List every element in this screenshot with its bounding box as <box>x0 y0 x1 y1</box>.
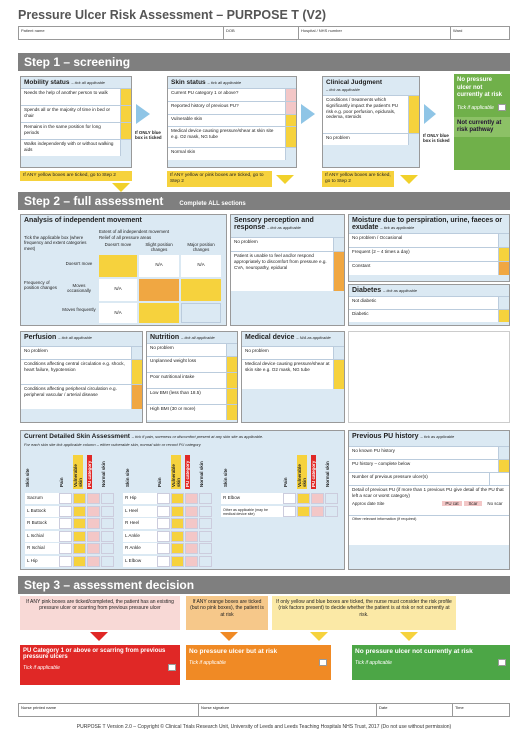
other-info[interactable]: Other relevant information (if required) <box>352 517 417 521</box>
movement-col: Major position changes <box>187 242 215 253</box>
checkbox[interactable] <box>131 360 142 384</box>
nhs-number-field[interactable]: Hospital / NHS number <box>299 27 451 39</box>
col-head: Vulnerable skin <box>297 455 307 489</box>
movement-cell[interactable] <box>99 255 137 277</box>
skin-site-checkbox[interactable] <box>185 493 198 504</box>
moisture-note: – tick as applicable <box>380 225 415 230</box>
skin-site-label: Sacrum <box>25 493 59 504</box>
step2-label: Step 2 – full assessment <box>24 194 164 208</box>
diabetes-box <box>348 284 510 326</box>
diabetes-title: Diabetes <box>352 287 382 294</box>
clinical-note: – tick as applicable <box>326 87 360 92</box>
skin-site-checkbox[interactable] <box>73 531 86 542</box>
pu-cat-label[interactable]: PU cat <box>442 501 462 506</box>
skin-site-checkbox[interactable] <box>311 506 324 517</box>
skin-site-label: L Heel <box>123 506 157 517</box>
only-blue-note: If ONLY blue box is ticked <box>135 130 162 141</box>
mobility-item: Remains in the same position for long periods <box>24 124 101 135</box>
skin-assessment-box <box>20 430 345 570</box>
orange-decision-text: If ANY orange boxes are ticked (but no pink boxes), the patient is at risk <box>186 596 268 630</box>
skin-site-checkbox[interactable] <box>101 531 114 542</box>
movement-cell-na: N/A <box>99 279 137 301</box>
skin-status-box <box>167 76 297 168</box>
scar-label[interactable]: Scar <box>464 501 482 506</box>
sensory-box <box>230 214 345 326</box>
sensory-item: Patient is unable to feel and/or respond appropriately to discomfort from pressure e.g. CVA, neuropathy, epidural <box>234 253 327 270</box>
previous-title: Previous PU history <box>352 433 419 440</box>
arrow-down-icon <box>400 632 418 641</box>
movement-cell-na: N/A <box>181 255 221 277</box>
skin-site-checkbox[interactable] <box>199 518 212 529</box>
col-head: Pain <box>157 477 162 487</box>
col-head: Pain <box>59 477 64 487</box>
sensory-note: – tick as applicable <box>267 225 301 230</box>
moisture-item: Constant <box>352 263 371 268</box>
skin-site-checkbox[interactable] <box>59 531 72 542</box>
perfusion-item: No problem <box>24 348 48 353</box>
checkbox[interactable] <box>120 89 131 105</box>
perfusion-box <box>20 331 143 423</box>
col-head: Skin site <box>25 468 30 487</box>
approx-label: Approx date Site <box>352 500 385 506</box>
diabetes-item: Not diabetic <box>352 298 377 303</box>
skin-site-checkbox[interactable] <box>101 493 114 504</box>
skin-site-checkbox[interactable] <box>73 493 86 504</box>
skin-site-checkbox[interactable] <box>325 493 338 504</box>
skin-site-checkbox[interactable] <box>199 493 212 504</box>
movement-instruction: Tick the applicable box (where frequency and extent categories meet) <box>24 235 87 251</box>
checkbox[interactable] <box>285 127 296 147</box>
skin-site-checkbox[interactable] <box>325 506 338 517</box>
skin-site-label: L Ischial <box>25 531 59 542</box>
blank-area <box>348 331 510 423</box>
skin-site-label: R Elbow <box>221 493 283 504</box>
step3-label: Step 3 – assessment decision <box>24 578 195 592</box>
nutrition-item: Poor nutritional intake <box>150 374 195 379</box>
skin-note: – tick all applicable <box>207 80 242 85</box>
red-outcome-title: PU Category 1 or above or scarring from previous pressure ulcers <box>20 645 180 663</box>
skin-item: Reported history of previous PU? <box>171 103 239 108</box>
skin-site-checkbox[interactable] <box>171 543 184 554</box>
col-head: Normal skin <box>325 461 330 487</box>
clinical-judgment-box <box>322 76 420 168</box>
nutrition-note: – tick all applicable <box>181 335 215 340</box>
clinical-item: Conditions / treatments which significantly impact the patient's PU risk e.g. poor perfusion, epidurals, oedema, steroids <box>326 97 399 120</box>
skin-site-checkbox[interactable] <box>199 556 212 567</box>
nutrition-item: No problem <box>150 345 174 350</box>
tick-if-applicable: Tick if applicable <box>457 104 494 111</box>
skin-site-checkbox[interactable] <box>59 493 72 504</box>
skin-site-checkbox[interactable] <box>87 531 100 542</box>
skin-site-checkbox[interactable] <box>297 493 310 504</box>
checkbox[interactable] <box>226 373 237 388</box>
skin-site-checkbox[interactable] <box>311 493 324 504</box>
checkbox[interactable] <box>408 134 419 145</box>
skin-assess-title: Current Detailed Skin Assessment <box>24 433 130 440</box>
checkbox[interactable] <box>131 385 142 409</box>
checkbox[interactable] <box>226 389 237 404</box>
skin-site-checkbox[interactable] <box>73 506 86 517</box>
moisture-title: Moisture due to perspiration, urine, faeces or exudate <box>352 217 503 231</box>
skin-site-checkbox[interactable] <box>87 506 100 517</box>
step1-bar <box>18 53 510 71</box>
tick-if-applicable: Tick if applicable <box>189 660 226 666</box>
skin-site-label: R Heel <box>123 518 157 529</box>
perfusion-note: – tick all applicable <box>58 335 92 340</box>
arrow-down-icon <box>276 175 294 184</box>
skin-site-label: R Hip <box>123 493 157 504</box>
checkbox[interactable] <box>168 664 176 671</box>
movement-cell[interactable] <box>181 303 221 323</box>
orange-outcome-title: No pressure ulcer but at risk <box>186 645 331 658</box>
checkbox[interactable] <box>226 405 237 420</box>
step2-sub: Complete ALL sections <box>179 201 246 207</box>
movement-title: Analysis of independent movement <box>24 217 142 224</box>
arrow-down-icon <box>90 632 108 641</box>
movement-cell[interactable] <box>181 279 221 301</box>
skin-site-checkbox[interactable] <box>157 506 170 517</box>
patient-header <box>18 26 510 40</box>
checkbox[interactable] <box>120 106 131 122</box>
checkbox[interactable] <box>498 659 506 666</box>
checkbox[interactable] <box>498 262 509 275</box>
movement-cell[interactable] <box>139 303 179 323</box>
mobility-note: – tick all applicable <box>71 80 105 85</box>
mobility-item: Spends all or the majority of time in bed or chair <box>24 107 111 118</box>
perfusion-title: Perfusion <box>24 334 57 341</box>
nutrition-box <box>146 331 238 423</box>
checkbox[interactable] <box>333 252 344 291</box>
device-title: Medical device <box>245 334 295 341</box>
arrow-down-icon <box>220 632 238 641</box>
nutrition-title: Nutrition <box>150 334 180 341</box>
step1-label: Step 1 – screening <box>24 55 131 69</box>
checkbox[interactable] <box>333 347 344 359</box>
tick-if-applicable: Tick if applicable <box>355 660 392 666</box>
movement-cell-na: N/A <box>139 255 179 277</box>
movement-col: Slight position changes <box>145 242 173 253</box>
clinical-item: No problem <box>326 135 350 140</box>
col-head: Normal skin <box>199 461 204 487</box>
skin-site-checkbox[interactable] <box>185 506 198 517</box>
skin-site-checkbox[interactable] <box>87 543 100 554</box>
skin-site-checkbox[interactable] <box>283 493 296 504</box>
checkbox[interactable] <box>285 89 296 101</box>
previous-pu-box <box>348 430 510 570</box>
arrow-right-icon <box>424 104 436 124</box>
previous-detail: Detail of previous PU (if more than 1 previous PU give detail of the PU that left a scar or worst category) <box>352 487 504 498</box>
skin-site-label: L Elbow <box>123 556 157 567</box>
checkbox[interactable] <box>131 347 142 359</box>
skin-site-checkbox[interactable] <box>199 506 212 517</box>
step2-bar <box>18 192 510 210</box>
skin-site-checkbox[interactable] <box>157 493 170 504</box>
diabetes-item: Diabetic <box>352 311 369 316</box>
skin-site-label: R Ankle <box>123 543 157 554</box>
checkbox[interactable] <box>226 344 237 356</box>
skin-site-checkbox[interactable] <box>199 543 212 554</box>
skin-assess-note2: For each skin site tick applicable column – either vulnerable skin, normal skin or record PU category <box>24 442 201 447</box>
skin-site-checkbox[interactable] <box>185 531 198 542</box>
col-head: Skin site <box>223 468 228 487</box>
skin-title: Skin status <box>171 79 206 86</box>
skin-site-checkbox[interactable] <box>283 506 296 517</box>
pu-category-box <box>20 645 180 685</box>
movement-row: Moves occasionally <box>67 283 91 294</box>
checkbox[interactable] <box>120 123 131 139</box>
checkbox[interactable] <box>498 447 509 459</box>
skin-site-checkbox[interactable] <box>73 518 86 529</box>
mobility-item: Needs the help of another person to walk <box>24 90 108 95</box>
date-field[interactable]: Date <box>377 704 453 716</box>
sensory-title: Sensory perception and response <box>234 217 314 231</box>
arrow-down-icon <box>112 183 130 192</box>
at-risk-box <box>186 645 331 680</box>
go-to-step2-note: If ANY yellow boxes are ticked, go to Step 2 <box>20 171 132 181</box>
skin-site-checkbox[interactable] <box>171 531 184 542</box>
skin-site-checkbox[interactable] <box>59 556 72 567</box>
skin-site-checkbox[interactable] <box>171 506 184 517</box>
checkbox[interactable] <box>285 115 296 126</box>
nutrition-item: High BMI (30 or more) <box>150 406 196 411</box>
skin-site-checkbox[interactable] <box>73 556 86 567</box>
previous-count: Number of previous pressure ulcer(s) <box>352 474 428 479</box>
movement-cell-na: N/A <box>99 303 137 323</box>
movement-row: Doesn't move <box>65 261 93 266</box>
skin-site-label: L Buttock <box>25 506 59 517</box>
skin-site-label: Other as applicable (may be medical device site) <box>221 506 283 517</box>
checkbox[interactable] <box>319 659 327 666</box>
skin-site-label: L Hip <box>25 556 59 567</box>
skin-site-label: R Ischial <box>25 543 59 554</box>
skin-site-checkbox[interactable] <box>157 531 170 542</box>
device-note: – N/A as applicable <box>296 335 331 340</box>
previous-note: – tick as applicable <box>420 434 455 439</box>
movement-cell[interactable] <box>139 279 179 301</box>
skin-site-checkbox[interactable] <box>157 518 170 529</box>
perfusion-item: Conditions affecting central circulation e.g. shock, heart failure, hypotension <box>24 361 125 372</box>
mobility-title: Mobility status <box>24 79 70 86</box>
patient-name-field[interactable]: Patient name <box>19 27 224 39</box>
skin-site-checkbox[interactable] <box>171 493 184 504</box>
skin-item: Current PU category 1 or above? <box>171 90 239 95</box>
skin-site-checkbox[interactable] <box>185 556 198 567</box>
pink-decision-text: If ANY pink boxes are ticked/completed, the patient has an existing pressure ulcer or scarring from previous pressure ulcer <box>20 596 180 630</box>
device-item: Medical device causing pressure/shear at skin site e.g. O2 mask, NG tube <box>245 361 330 372</box>
previous-item: No known PU history <box>352 448 395 453</box>
col-head: Vulnerable skin <box>73 455 83 489</box>
mobility-status-box <box>20 76 132 168</box>
nurse-name-field[interactable]: Nurse printed name <box>19 704 199 716</box>
sensory-item: No problem <box>234 239 258 244</box>
skin-item: Vulnerable skin <box>171 116 203 121</box>
checkbox[interactable] <box>498 248 509 261</box>
time-field[interactable]: Time <box>455 705 464 710</box>
col-head: Vulnerable skin <box>171 455 181 489</box>
page-title: Pressure Ulcer Risk Assessment – PURPOSE T (V2) <box>18 8 327 22</box>
skin-site-checkbox[interactable] <box>101 506 114 517</box>
checkbox[interactable] <box>285 102 296 114</box>
green-outcome-title: No pressure ulcer not currently at risk <box>352 645 510 658</box>
skin-site-checkbox[interactable] <box>87 493 100 504</box>
moisture-item: Frequent (2 – 4 times a day) <box>352 249 410 254</box>
checkbox[interactable] <box>333 360 344 389</box>
skin-site-checkbox[interactable] <box>101 518 114 529</box>
checkbox[interactable] <box>408 96 419 133</box>
skin-item: Medical device causing pressure/shear at skin site e.g. O2 mask, NG tube <box>171 128 274 139</box>
perfusion-item: Conditions affecting peripheral circulation e.g. peripheral vascular / arterial disease <box>24 386 117 397</box>
checkbox[interactable] <box>120 140 131 156</box>
device-item: No problem <box>245 348 269 353</box>
checkbox[interactable] <box>498 460 509 472</box>
nutrition-item: Unplanned weight loss <box>150 358 197 363</box>
not-at-risk-box <box>454 74 510 170</box>
skin-site-checkbox[interactable] <box>157 543 170 554</box>
col-head: PU category <box>311 455 316 489</box>
clinical-title: Clinical Judgment <box>326 79 382 86</box>
movement-row: Moves frequently <box>62 307 96 312</box>
skin-site-checkbox[interactable] <box>59 506 72 517</box>
col-head: Skin site <box>125 468 130 487</box>
checkbox[interactable] <box>333 238 344 251</box>
moisture-box <box>348 214 510 282</box>
medical-device-box <box>241 331 345 423</box>
not-currently-at-risk-box <box>352 645 510 680</box>
skin-site-checkbox[interactable] <box>59 518 72 529</box>
diabetes-note: – tick as applicable <box>383 288 417 293</box>
skin-site-checkbox[interactable] <box>199 531 212 542</box>
independent-movement-box <box>20 214 227 326</box>
yellow-decision-text: If only yellow and blue boxes are ticked, the nurse must consider the risk profile (risk factors present) to decide whether the patient is at risk or not currently at risk. <box>272 596 456 630</box>
mobility-item: Walks independently with or without walking aids <box>24 141 114 152</box>
arrow-right-icon <box>136 104 150 124</box>
skin-site-checkbox[interactable] <box>101 543 114 554</box>
skin-item: Normal skin <box>171 149 196 154</box>
skin-site-checkbox[interactable] <box>87 518 100 529</box>
movement-extent: Extent of all independent movement <box>99 229 170 234</box>
not-at-risk-title: No pressure ulcer not currently at risk <box>454 74 510 103</box>
skin-site-checkbox[interactable] <box>87 556 100 567</box>
arrow-down-icon <box>400 175 418 184</box>
checkbox[interactable] <box>226 357 237 372</box>
checkbox[interactable] <box>498 310 509 322</box>
skin-site-checkbox[interactable] <box>185 543 198 554</box>
ward-field[interactable]: Ward <box>453 28 463 33</box>
col-head: Pain <box>283 477 288 487</box>
col-head: PU category <box>185 455 190 489</box>
only-blue-note: If ONLY blue box is ticked <box>423 133 450 144</box>
no-scar-label[interactable]: No scar <box>487 500 503 506</box>
skin-site-checkbox[interactable] <box>73 543 86 554</box>
col-head: PU category <box>87 455 92 489</box>
nurse-signature-field[interactable]: Nurse signature <box>199 704 377 716</box>
movement-col: Doesn't move <box>104 242 132 247</box>
skin-site-label: L Ankle <box>123 531 157 542</box>
not-at-risk-pathway: Not currently at risk pathway <box>454 117 510 137</box>
checkbox[interactable] <box>498 104 506 111</box>
skin-site-checkbox[interactable] <box>59 543 72 554</box>
count-field[interactable] <box>489 473 509 485</box>
step3-bar <box>18 576 510 594</box>
movement-relief: Relief of all pressure areas <box>99 235 152 240</box>
skin-site-checkbox[interactable] <box>185 518 198 529</box>
copyright: PURPOSE T Version 2.0 – Copyright © Clinical Trials Research Unit, University of Leeds and Leeds Teaching Hospitals NHS Trust, 2017 (Do not use without permission) <box>76 724 452 730</box>
dob-field[interactable]: DOB <box>224 27 299 39</box>
arrow-down-icon <box>310 632 328 641</box>
skin-site-checkbox[interactable] <box>171 518 184 529</box>
skin-site-checkbox[interactable] <box>297 506 310 517</box>
tick-if-applicable: Tick if applicable <box>23 665 60 671</box>
arrow-right-icon <box>301 104 315 124</box>
nutrition-item: Low BMI (less than 18.5) <box>150 390 201 395</box>
skin-assess-note: – tick if pain, soreness or discomfort present at any skin site as applicable. <box>131 434 264 439</box>
moisture-item: No problem / Occasional <box>352 235 403 240</box>
previous-item: PU history – complete below <box>352 461 411 466</box>
checkbox[interactable] <box>498 234 509 247</box>
go-to-step2-note: If ANY yellow or pink boxes are ticked, go to Step 2 <box>167 171 272 187</box>
go-to-step2-note: If ANY yellow boxes are ticked, go to Step 2 <box>322 171 394 187</box>
skin-site-checkbox[interactable] <box>157 556 170 567</box>
skin-site-checkbox[interactable] <box>101 556 114 567</box>
movement-frequency: Frequency of position changes <box>24 280 57 291</box>
checkbox[interactable] <box>498 297 509 309</box>
skin-site-checkbox[interactable] <box>171 556 184 567</box>
signature-row <box>18 703 510 717</box>
col-head: Normal skin <box>101 461 106 487</box>
skin-site-label: R Buttock <box>25 518 59 529</box>
checkbox[interactable] <box>285 148 296 160</box>
